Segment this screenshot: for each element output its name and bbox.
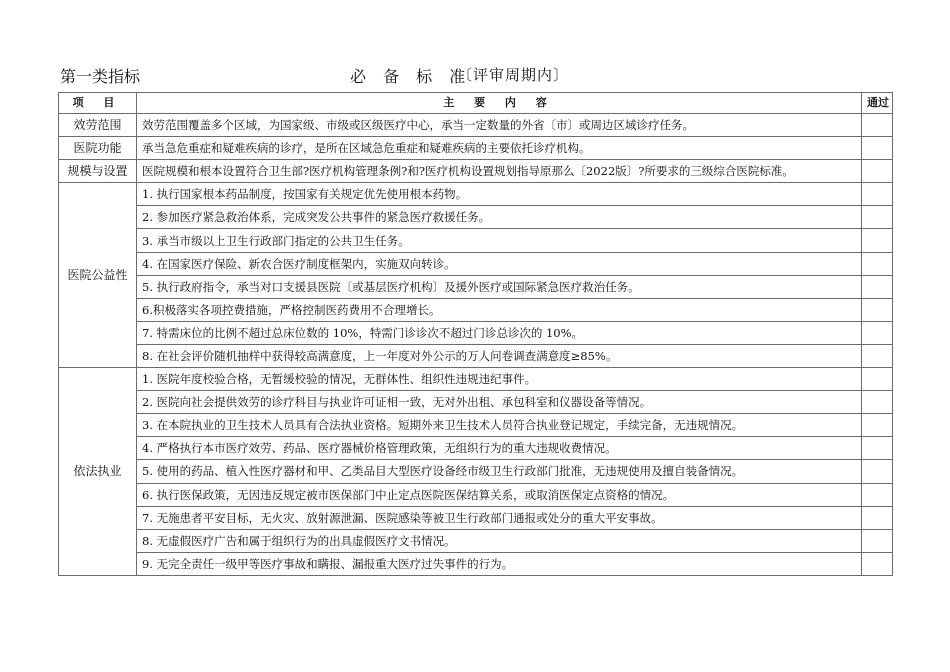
pass-checkbox-cell[interactable] — [862, 529, 893, 552]
pass-checkbox-cell[interactable] — [862, 137, 893, 160]
table-row — [59, 321, 893, 344]
item-cell: 依法执业 — [59, 368, 137, 576]
category-title: 第一类指标 — [60, 67, 141, 86]
content-cell: 1. 执行国家根本药品制度，按国家有关规定优先使用根本药物。 — [137, 183, 862, 206]
content-cell: 效劳范围覆盖多个区域，为国家级、市级或区级医疗中心，承当一定数量的外省〔市〕或周边区域诊疗任务。 — [137, 114, 862, 137]
pass-checkbox-cell[interactable] — [862, 183, 893, 206]
table-row — [59, 114, 893, 137]
content-cell: 1. 医院年度校验合格，无暂缓校验的情况，无群体性、组织性违规违纪事件。 — [137, 368, 862, 391]
content-cell: 7. 特需床位的比例不超过总床位数的 10%，特需门诊诊次不超过门诊总诊次的 10%。 — [137, 321, 862, 344]
table-row — [59, 344, 893, 367]
content-cell: 4. 在国家医疗保险、新农合医疗制度框架内，实施双向转诊。 — [137, 252, 862, 275]
pass-checkbox-cell[interactable] — [862, 252, 893, 275]
pass-checkbox-cell[interactable] — [862, 275, 893, 298]
table-row — [59, 229, 893, 252]
table-row — [59, 298, 893, 321]
content-cell: 4. 严格执行本市医疗效劳、药品、医疗器械价格管理政策，无组织行为的重大违规收费情况。 — [137, 437, 862, 460]
pass-checkbox-cell[interactable] — [862, 368, 893, 391]
table-row — [59, 368, 893, 391]
table-row — [59, 506, 893, 529]
content-cell: 2. 参加医疗紧急救治体系，完成突发公共事件的紧急医疗救援任务。 — [137, 206, 862, 229]
content-cell: 3. 承当市级以上卫生行政部门指定的公共卫生任务。 — [137, 229, 862, 252]
header-item: 项 目 — [59, 93, 137, 114]
table-row — [59, 183, 893, 206]
table-row — [59, 275, 893, 298]
pass-checkbox-cell[interactable] — [862, 391, 893, 414]
content-cell: 2. 医院向社会提供效劳的诊疗科目与执业许可证相一致，无对外出租、承包科室和仪器设备等情况。 — [137, 391, 862, 414]
content-cell: 3. 在本院执业的卫生技术人员具有合法执业资格。短期外来卫生技术人员符合执业登记规定，手续完备，无违规情况。 — [137, 414, 862, 437]
pass-checkbox-cell[interactable] — [862, 506, 893, 529]
pass-checkbox-cell[interactable] — [862, 114, 893, 137]
pass-checkbox-cell[interactable] — [862, 298, 893, 321]
table-row — [59, 483, 893, 506]
pass-checkbox-cell[interactable] — [862, 344, 893, 367]
pass-checkbox-cell[interactable] — [862, 160, 893, 183]
item-cell: 医院公益性 — [59, 183, 137, 368]
content-cell: 承当急危重症和疑难疾病的诊疗，是所在区域急危重症和疑难疾病的主要依托诊疗机构。 — [137, 137, 862, 160]
table-row — [59, 137, 893, 160]
table-row — [59, 437, 893, 460]
header-pass: 通过 — [862, 93, 893, 114]
review-period-note: 〔评审周期内〕 — [457, 66, 570, 84]
pass-checkbox-cell[interactable] — [862, 460, 893, 483]
content-cell: 5. 执行政府指令，承当对口支援县医院〔或基层医疗机构〕及援外医疗或国际紧急医疗救治任务。 — [137, 275, 862, 298]
table-row — [59, 206, 893, 229]
content-cell: 医院规模和根本设置符合卫生部?医疗机构管理条例?和?医疗机构设置规划指导原那么〔2022版〕?所要求的三级综合医院标准。 — [137, 160, 862, 183]
table-header-row — [59, 93, 893, 114]
pass-checkbox-cell[interactable] — [862, 483, 893, 506]
table-row — [59, 529, 893, 552]
table-row — [59, 252, 893, 275]
content-cell: 7. 无施患者平安目标，无火灾、放射源泄漏、医院感染等被卫生行政部门通报或处分的重大平安事故。 — [137, 506, 862, 529]
table-row — [59, 552, 893, 575]
content-cell: 8. 无虚假医疗广告和属于组织行为的出具虚假医疗文书情况。 — [137, 529, 862, 552]
header-content: 主 要 内 容 — [137, 93, 862, 114]
pass-checkbox-cell[interactable] — [862, 437, 893, 460]
table-body — [59, 114, 893, 576]
pass-checkbox-cell[interactable] — [862, 229, 893, 252]
content-cell: 6.积极落实各项控费措施，严格控制医药费用不合理增长。 — [137, 298, 862, 321]
item-cell: 规模与设置 — [59, 160, 137, 183]
table-row — [59, 414, 893, 437]
standards-table — [58, 92, 893, 576]
item-cell: 效劳范围 — [59, 114, 137, 137]
pass-checkbox-cell[interactable] — [862, 321, 893, 344]
content-cell: 9. 无完全责任一级甲等医疗事故和瞒报、漏报重大医疗过失事件的行为。 — [137, 552, 862, 575]
pass-checkbox-cell[interactable] — [862, 552, 893, 575]
table-row — [59, 391, 893, 414]
content-cell: 8. 在社会评价随机抽样中获得较高满意度，上一年度对外公示的万人问卷调查满意度≥85%。 — [137, 344, 862, 367]
page-heading — [60, 60, 920, 86]
standard-title: 必 备 标 准 — [350, 67, 472, 86]
item-cell: 医院功能 — [59, 137, 137, 160]
content-cell: 6. 执行医保政策，无因违反规定被市医保部门中止定点医院医保结算关系，或取消医保定点资格的情况。 — [137, 483, 862, 506]
table-row — [59, 160, 893, 183]
content-cell: 5. 使用的药品、植入性医疗器材和甲、乙类品目大型医疗设备经市级卫生行政部门批准，无违规使用及擅自装备情况。 — [137, 460, 862, 483]
pass-checkbox-cell[interactable] — [862, 206, 893, 229]
pass-checkbox-cell[interactable] — [862, 414, 893, 437]
table-row — [59, 460, 893, 483]
